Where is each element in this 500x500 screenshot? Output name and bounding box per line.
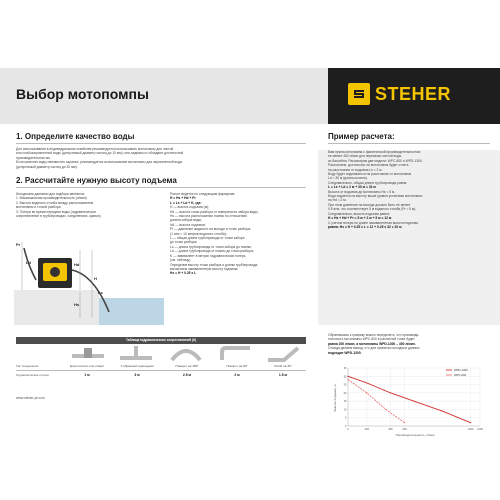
table-cell-value: 1.5 м xyxy=(278,373,288,377)
example-line: из бассейна. Рассмотрим две модели: WPC-600 и WPD-1300. xyxy=(328,158,423,163)
table-row-label-loss: Гидравлические потери xyxy=(16,373,49,377)
x-tick-label: 0 xyxy=(347,428,349,431)
series-point xyxy=(442,410,443,411)
section2-formulas xyxy=(170,192,310,276)
table-cell-value: 2.5 м xyxy=(182,373,192,377)
section1-divider xyxy=(16,143,306,144)
formula-line: Ld — длина трубопровода от помпы до точки разбора; xyxy=(170,249,254,254)
series-point xyxy=(390,392,391,393)
example-line: Следовательно, высота подъема равна: xyxy=(328,211,390,216)
example-line: Ld = 30 м (длина шланга). xyxy=(328,176,368,181)
conclusion-line: равна 200 л/мин, а мотопомпы WPD-1300 – 450 л/мин. xyxy=(328,341,416,346)
section1-line: или слабозагрязненной воды (допустимый диаметр частиц до 10 мм): они надежны и обладают достаточной xyxy=(16,151,184,156)
x-tick-label: 1300 xyxy=(467,428,474,431)
conclusion-line: тельность мотопомпы WPC-600 в расчетной точке будет xyxy=(328,337,415,342)
example-line: При этом давление на выходе должно быть не менее xyxy=(328,202,411,207)
conclusion-line: Отсюда делаем вывод, что для принятых исходных данных xyxy=(328,346,420,351)
example-line: на расстоянии от водоема Ls = 2 м. xyxy=(328,167,383,172)
table-divider xyxy=(16,370,306,371)
series-point xyxy=(404,422,405,423)
series-point xyxy=(347,379,348,380)
formula-line: L — общая длина трубопровода от точки забора xyxy=(170,236,245,241)
formula-line: вычисляем эквивалентную высоту подъема: xyxy=(170,266,239,271)
x-tick-label: 200 xyxy=(364,428,370,431)
section2-left-line: 2. Высота водяного столба между расположением xyxy=(16,200,94,205)
series-point xyxy=(366,392,367,393)
y-tick-label: 30 xyxy=(343,375,347,379)
example-line: Рассчитаем, достаточно ли мотопомпы будет стоять xyxy=(328,163,409,168)
performance-chart xyxy=(330,360,490,438)
pump-fan xyxy=(50,267,60,277)
formula-line: Hd — высота подъема; xyxy=(170,222,206,227)
formula-line: K — эквивалент в метрах гидравлических потерь xyxy=(170,253,246,258)
formula-line: Расчет ведется по следующим формулам: xyxy=(170,192,236,196)
formula-line: Ls — длина трубопровода от точки забора до помпы; xyxy=(170,244,252,249)
formula-line: Hd — высота точки разбора от поверхности забора воды; xyxy=(170,209,259,214)
chart-series xyxy=(347,376,471,424)
series-point xyxy=(385,409,386,410)
formula-line: Pr — давление жидкости на выходе в точке разбора xyxy=(170,227,251,232)
brand-logo[interactable] xyxy=(348,82,476,106)
example-divider xyxy=(328,143,490,144)
x-tick-label: 1400 xyxy=(477,428,483,431)
conclusion-line: Обратившись к графику можно определить, что производи- xyxy=(328,333,420,337)
section2-left-text xyxy=(16,192,156,218)
formula-line: Hэ = H + 0.25 x L xyxy=(170,271,197,276)
section1-line: производительностью. xyxy=(16,155,51,160)
table-cell-name: Поворот на 180° xyxy=(175,364,199,368)
pump-diagram xyxy=(14,220,164,325)
bend-180-icon xyxy=(166,346,206,362)
formula-line: L = Ls + Ld + K, где: xyxy=(170,200,202,205)
table-cell-name: Т-образный переходник xyxy=(120,364,154,368)
legend-label: WPD-1300 xyxy=(454,368,468,372)
formula-line: (см. таблицу). xyxy=(170,258,192,263)
example-line: Вам нужна мотопомпа с фактической производительностью xyxy=(328,150,421,154)
ground xyxy=(14,290,99,325)
y-tick-label: 15 xyxy=(343,400,347,404)
chart-legend xyxy=(446,368,468,377)
y-tick-label: 25 xyxy=(343,383,347,387)
example-title: Пример расчета: xyxy=(328,132,395,141)
bend-90-icon xyxy=(216,346,256,362)
y-tick-label: 5 xyxy=(345,416,347,420)
example-text xyxy=(328,150,493,229)
example-line: L = Ls + Ld = 2 м + 30 м = 32 м xyxy=(328,185,376,190)
table-title: Таблица гидравлических сопротивлений (К) xyxy=(16,337,306,344)
formula-line: Определив высоту точки разбора и длины трубопровода, xyxy=(170,262,259,267)
section2-left-line: 1. Максимальная производительность (л/мин) xyxy=(16,196,87,201)
section2-title: 2. Рассчитайте нужную высоту подъема xyxy=(16,176,177,185)
x-tick-label: 450 xyxy=(388,428,393,431)
label-h: H xyxy=(94,276,97,281)
example-line: Воду будет подниматься на расстояние от мотопомпы xyxy=(328,172,412,177)
footer-url[interactable]: www.steher-pt.com xyxy=(16,396,45,400)
example-line: Высота от водоема до мотопомпы Hs = 5 м. xyxy=(328,189,396,194)
table-cell-value: 2 м xyxy=(234,373,240,377)
section1-line: Для использования в индивидуальном хозяйстве рекомендуется использовать мотопомпы для чистой xyxy=(16,147,174,151)
table-cell-value: 3 м xyxy=(134,373,140,377)
example-line: Вода подается на высоту выше уровня установки мотопомпы xyxy=(328,194,423,199)
resistance-table xyxy=(16,346,306,386)
section1-text xyxy=(16,147,306,169)
series-point xyxy=(347,376,348,377)
section2-left-line: сопротивление в трубопроводах, соединениях, кранах) xyxy=(16,214,101,219)
legend-label: WPC-600 xyxy=(454,373,467,377)
section2-left-line: 3. Потери во время передачи воды (гидравлическое xyxy=(16,209,97,214)
section1-line: Если качество воды неизвестно заранее, рекомендуется использование мотопомпы для загрязненной воды xyxy=(16,160,183,165)
section1-line: (допустимый диаметр частиц до 30 мм). xyxy=(16,164,78,169)
label-hd: Hd xyxy=(74,262,80,267)
label-ls: Ls xyxy=(98,290,103,295)
table-cell-name: Изгиб на 45° xyxy=(274,364,292,368)
series-point xyxy=(470,422,471,423)
formula-line: H = Hs + Hd + Pr xyxy=(170,196,196,201)
x-tick-label: 600 xyxy=(402,428,407,431)
example-line: С учетом потерь по длине эквивалентная высота подъема xyxy=(328,220,418,225)
valve-icon xyxy=(68,346,108,362)
y-tick-label: 35 xyxy=(343,367,347,370)
chart-xlabel: Производительность, л/мин xyxy=(395,433,435,437)
y-tick-label: 20 xyxy=(343,391,347,395)
example-conclusion xyxy=(328,333,493,355)
example-line: H = Hs + Hd + Pr = 5 м + 2 м + 5 м = 12 м xyxy=(328,216,392,221)
logo-text: STEHER xyxy=(375,83,452,104)
example-line: Следовательно, общая длина трубопровода равна: xyxy=(328,180,408,185)
section2-left-line: мотопомпы и точкой разбора xyxy=(16,205,61,210)
section2-left-line: Исходными данными для подбора являются: xyxy=(16,192,86,196)
example-line: равна: Hэ = H + 0.25 x L = 12 + 0.25 x 32 = 20 м xyxy=(328,224,402,229)
table-row-label-type: Тип соединения xyxy=(16,364,39,368)
formula-line: до точки разбора; xyxy=(170,240,198,245)
section1-title: 1. Определите качество воды xyxy=(16,132,135,141)
section2-divider xyxy=(16,187,306,188)
bend-45-icon xyxy=(264,346,304,362)
formula-line: Hs — высота расположения помпы по отношению xyxy=(170,214,248,219)
y-tick-label: 0 xyxy=(345,425,347,428)
formula-line: уровня забора воды; xyxy=(170,218,202,223)
tee-fitting-icon xyxy=(116,346,156,362)
table-cell-value: 1 м xyxy=(84,373,90,377)
table-cell-name: Поворот на 90° xyxy=(226,364,248,368)
formula-line: (1 атм = 10 метров водяного столба); xyxy=(170,231,227,236)
table-cell-name: Кран полного или отверт xyxy=(69,364,105,368)
label-hs: Hs xyxy=(74,302,80,307)
y-tick-label: 10 xyxy=(343,408,347,412)
example-line: 0.5 атм, что соответствует 5 м водяного столба (Pr = 5 м). xyxy=(328,207,417,212)
example-line: на Hd = 2 м. xyxy=(328,198,347,203)
label-pr: Pr xyxy=(16,242,21,247)
chart-ylabel: Высота подъема, м xyxy=(333,384,337,412)
page-title: Выбор мотопомпы xyxy=(16,86,149,102)
conclusion-line: подходит WPD-1300. xyxy=(328,350,362,355)
formula-line: H — высота подъема (м); xyxy=(170,205,209,210)
series-point xyxy=(366,382,367,383)
series-point xyxy=(413,401,414,402)
steher-logo-icon xyxy=(348,83,370,105)
label-ld: Ld xyxy=(26,260,31,265)
example-line: не менее 450 л/мин для перекачки чистой воды xyxy=(328,154,402,159)
